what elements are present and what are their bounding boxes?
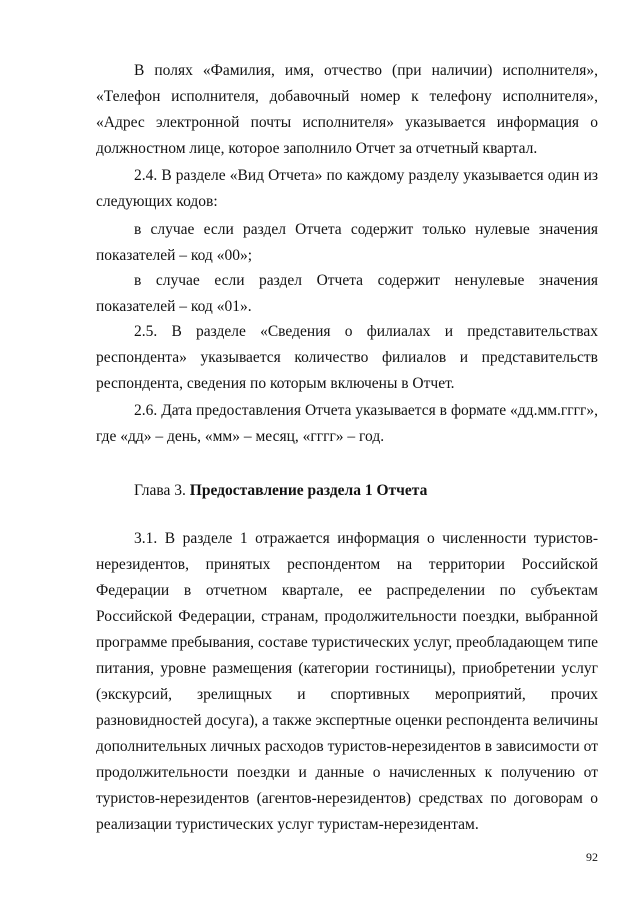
paragraph-3-1: 3.1. В разделе 1 отражается информация о численности туристов-нерезидентов, принятых респондентом на территории Российской Федерации в отчетном квартале, ее распределении по субъектам Российской Федерации, странам, продолжительности поездки, выбранной программе пребывания, составе туристических услуг, преобладающем типе питания, уровне размещения (категории гостиницы), приобретении услуг (экскурсий, зрелищных и спортивных мероприятий, прочих разновидностей досуга), а также экспертные оценки респондента величины дополнительных личных расходов туристов-нерезидентов в зависимости от продолжительности поездки и данные о начисленных к получению от туристов-нерезидентов (агентов-нерезидентов) средствах по договорам о реализации туристических услуг туристам-нерезидентам. bbox=[96, 530, 598, 833]
chapter-heading bbox=[134, 478, 427, 504]
paragraph-code-00: в случае если раздел Отчета содержит только нулевые значения показателей – код «00»; bbox=[96, 221, 598, 264]
chapter-title: Предоставление раздела 1 Отчета bbox=[189, 482, 428, 499]
paragraph-2-6: 2.6. Дата предоставления Отчета указывается в формате «дд.мм.гггг», где «дд» – день, «мм» – месяц, «гггг» – год. bbox=[96, 402, 598, 445]
paragraph-code-01: в случае если раздел Отчета содержит ненулевые значения показателей – код «01». bbox=[96, 272, 598, 315]
chapter-prefix: Глава 3. bbox=[134, 482, 186, 499]
paragraph-executor-fields: В полях «Фамилия, имя, отчество (при наличии) исполнителя», «Телефон исполнителя, добавочный номер к телефону исполнителя», «Адрес электронной почты исполнителя» указывается информация о должностном лице, которое заполнило Отчет за отчетный квартал. bbox=[96, 62, 598, 157]
paragraph-2-4: 2.4. В разделе «Вид Отчета» по каждому разделу указывается один из следующих кодов: bbox=[96, 167, 598, 210]
paragraph-2-5: 2.5. В разделе «Сведения о филиалах и представительствах респондента» указывается количество филиалов и представительств респондента, сведения по которым включены в Отчет. bbox=[96, 323, 598, 392]
page-number: 92 bbox=[586, 850, 598, 864]
